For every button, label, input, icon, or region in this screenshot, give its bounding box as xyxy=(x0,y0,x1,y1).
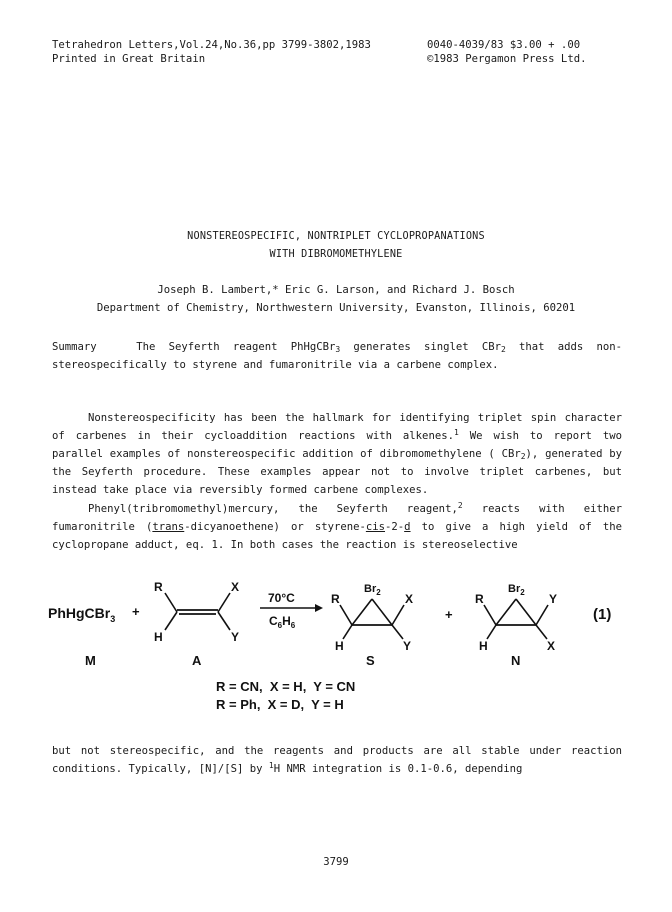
summary-text-b: generates singlet CBr xyxy=(340,341,501,353)
price-code: 0040-4039/83 $3.00 + .00 xyxy=(427,39,581,51)
substituent-definition-2: R = Ph, X = D, Y = H xyxy=(216,697,344,712)
s-x: X xyxy=(405,592,414,606)
reagent-label: PhHgCBr$_3$ xyxy=(48,605,116,624)
body-paragraph-3 xyxy=(52,742,622,778)
p2-text-b: reacts with either fumaronitrile ( xyxy=(52,503,623,534)
p2-text-e: to give a high yield of the cyclopropane adduct, eq. 1. In both cases the reaction is stereoselective xyxy=(52,521,622,552)
summary-text-a: The Seyferth reagent PhHgCBr xyxy=(136,341,336,353)
author-list: Joseph B. Lambert,* Eric G. Larson, and Richard J. Bosch xyxy=(157,284,515,296)
p3-text-b: H NMR integration is 0.1-0.6, depending xyxy=(273,763,523,776)
summary-paragraph xyxy=(52,338,622,374)
title-line-1: NONSTEREOSPECIFIC, NONTRIPLET CYCLOPROPANATIONS xyxy=(187,231,485,242)
printed-in: Printed in Great Britain xyxy=(52,53,206,65)
summary-label: Summary xyxy=(52,341,97,353)
compound-label-s: S xyxy=(366,653,375,668)
compound-label-a: A xyxy=(192,653,202,668)
affiliation: Department of Chemistry, Northwestern University, Evanston, Illinois, 60201 xyxy=(96,302,576,314)
p1-text-a: Nonstereospecificity has been the hallmark for identifying triplet spin character of carbenes in their cycloaddition reactions with alkenes. xyxy=(52,412,622,443)
alkene-r: R xyxy=(154,580,163,594)
substituent-definition-1: R = CN, X = H, Y = CN xyxy=(216,679,356,694)
reaction-solvent: $C_6H_6$ xyxy=(269,614,296,630)
summary-text-c: that adds non-stereospecifically to styrene and fumaronitrile via a carbene complex. xyxy=(52,341,622,371)
n-y: Y xyxy=(549,592,558,606)
journal-citation: Tetrahedron Letters,Vol.24,No.36,pp 3799-3802,1983 xyxy=(52,39,371,51)
body-paragraph-2 xyxy=(52,500,622,554)
copyright: ©1983 Pergamon Press Ltd. xyxy=(427,53,587,65)
trans-italic: trans xyxy=(152,521,185,534)
reaction-temperature: 70°C xyxy=(268,591,295,605)
plus-sign-1: + xyxy=(132,604,140,619)
s-r: R xyxy=(331,592,340,606)
s-h: H xyxy=(335,639,344,653)
deuterium-italic: d xyxy=(404,521,411,534)
reaction-scheme xyxy=(40,575,640,715)
p3-text-a: but not stereospecific, and the reagents and products are all stable under reaction conditions. Typically, [N]/[S] by xyxy=(52,745,622,776)
alkene-structure xyxy=(154,580,239,644)
plus-sign-2: + xyxy=(445,607,453,622)
cyclopropane-s xyxy=(331,583,413,653)
p1-text-b: We wish to report two parallel examples of nonstereospecific addition of dibromomethylene ( CBr xyxy=(52,430,622,461)
s-y: Y xyxy=(403,639,412,653)
summary-sub-b: 2 xyxy=(501,345,506,354)
p2-text-a: Phenyl(tribromomethyl)mercury, the Seyferth reagent, xyxy=(88,503,458,515)
equation-number: (1) xyxy=(593,606,612,623)
body-paragraph-1 xyxy=(52,409,622,499)
n-r: R xyxy=(475,592,484,606)
nmr-superscript: 1 xyxy=(268,761,274,771)
n-br2: $Br_2$ xyxy=(508,583,525,597)
alkene-x: X xyxy=(231,580,240,594)
s-br2: $Br_2$ xyxy=(364,583,381,597)
alkene-h: H xyxy=(154,630,163,644)
p2-text-d: -2- xyxy=(385,521,405,534)
cis-italic: cis xyxy=(365,521,386,534)
n-h: H xyxy=(479,639,488,653)
compound-label-n: N xyxy=(511,653,521,668)
arrow-head xyxy=(315,604,323,612)
journal-header-right xyxy=(427,38,637,66)
p2-text-c: -dicyanoethene) or styrene- xyxy=(184,521,366,534)
title-line-2: WITH DIBROMOMETHYLENE xyxy=(269,249,403,260)
page-number: 3799 xyxy=(323,856,349,868)
cyclopropane-n xyxy=(475,583,557,653)
paper-title xyxy=(0,228,672,264)
reference-1: 1 xyxy=(453,428,459,438)
compound-label-m: M xyxy=(85,653,96,668)
p1-text-c: ), generated by the Seyferth procedure. These examples appear not to involve triplet carbenes, but instead take place via reversibly formed carbene complexes. xyxy=(52,448,622,497)
alkene-y: Y xyxy=(231,630,240,644)
summary-sub-a: 3 xyxy=(335,345,341,354)
reference-2: 2 xyxy=(457,501,463,510)
n-x: X xyxy=(547,639,556,653)
p1-sub: 2 xyxy=(520,452,526,462)
journal-header-left xyxy=(52,38,392,66)
